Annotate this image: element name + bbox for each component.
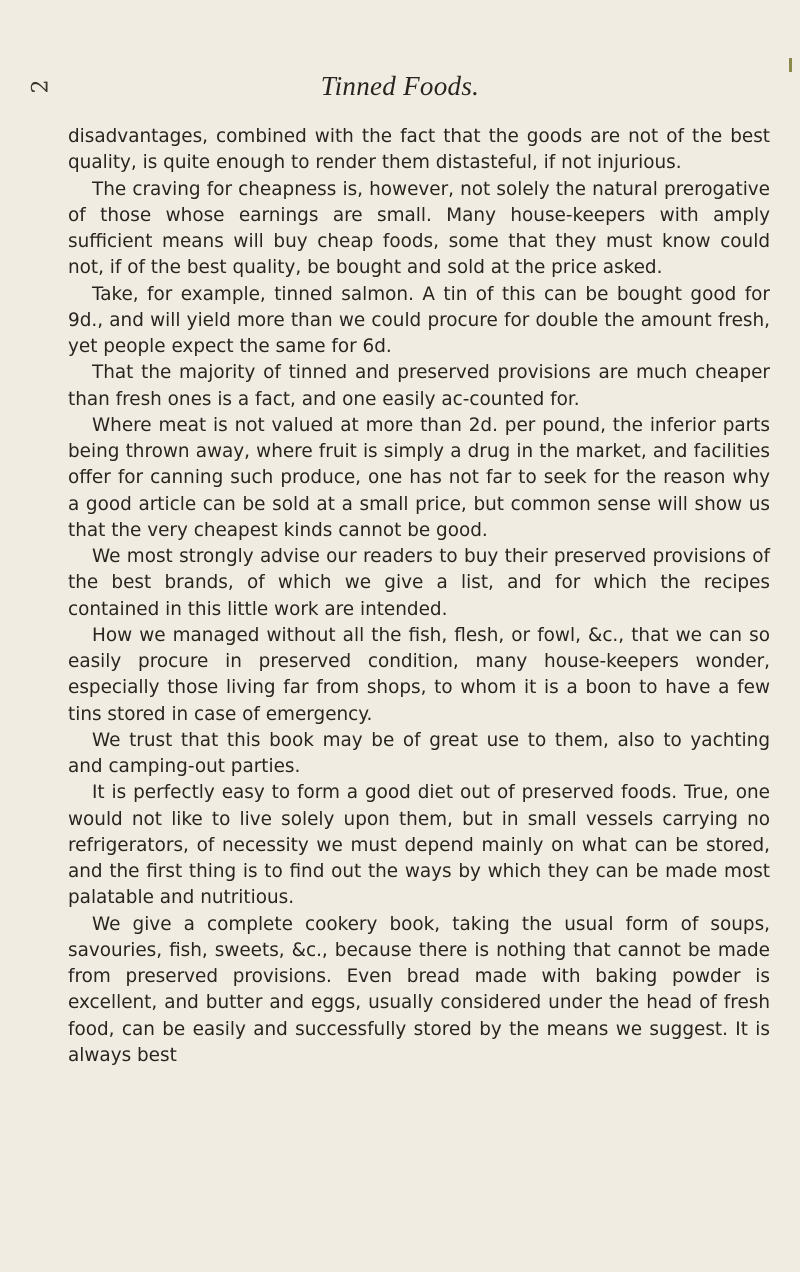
paragraph: How we managed without all the fish, flesh, or fowl, &c., that we can so easily procure in preserved condition, many house-keepers wonder, especially those living far from shops, to whom it is a boon to have a few tins stored in case of emergency. (68, 624, 770, 725)
paragraph: That the majority of tinned and preserved provisions are much cheaper than fresh ones is a fact, and one easily ac-counted for. (68, 362, 770, 410)
paragraph: We give a complete cookery book, taking the usual form of soups, savouries, fish, sweets, &c., because there is nothing that cannot be made from preserved provisions. Even bread made with baking powder is excellent, and butter and eggs, usually considered under the head of fresh food, can be easily and successfully stored by the means we suggest. It is always best (68, 913, 770, 1066)
running-head: Tinned Foods. (320, 71, 480, 101)
paragraph: Take, for example, tinned salmon. A tin of this can be bought good for 9d., and will yield more than we could procure for double the amount fresh, yet people expect the same for 6d. (68, 283, 770, 357)
page-number: 2 (28, 79, 54, 94)
paragraph: The craving for cheapness is, however, not solely the natural prerogative of those whose earnings are small. Many house-keepers with amply sufficient means will buy cheap foods, some that they must know could not, if of the best quality, be bought and sold at the price asked. (68, 178, 770, 279)
paragraph: disadvantages, combined with the fact that the goods are not of the best quality, is quite enough to render them distasteful, if not injurious. (68, 126, 770, 174)
paragraph: We most strongly advise our readers to buy their preserved provisions of the best brands, of which we give a list, and for which the recipes contained in this little work are intended. (68, 546, 770, 620)
paragraph: It is perfectly easy to form a good diet out of preserved foods. True, one would not like to live solely upon them, but in small vessels carrying no refrigerators, of necessity we must depend mainly on what can be stored, and the first thing is to find out the ways by which they can be made most palatable and nutritious. (68, 782, 770, 909)
page-edge-mark (789, 58, 792, 72)
body-text (68, 124, 770, 1069)
paragraph: We trust that this book may be of great use to them, also to yachting and camping-out parties. (68, 729, 770, 777)
paragraph: Where meat is not valued at more than 2d. per pound, the inferior parts being thrown away, where fruit is simply a drug in the market, and facilities offer for canning such produce, one has not far to seek for the reason why a good article can be sold at a small price, but common sense will show us that the very cheapest kinds cannot be good. (68, 414, 770, 541)
